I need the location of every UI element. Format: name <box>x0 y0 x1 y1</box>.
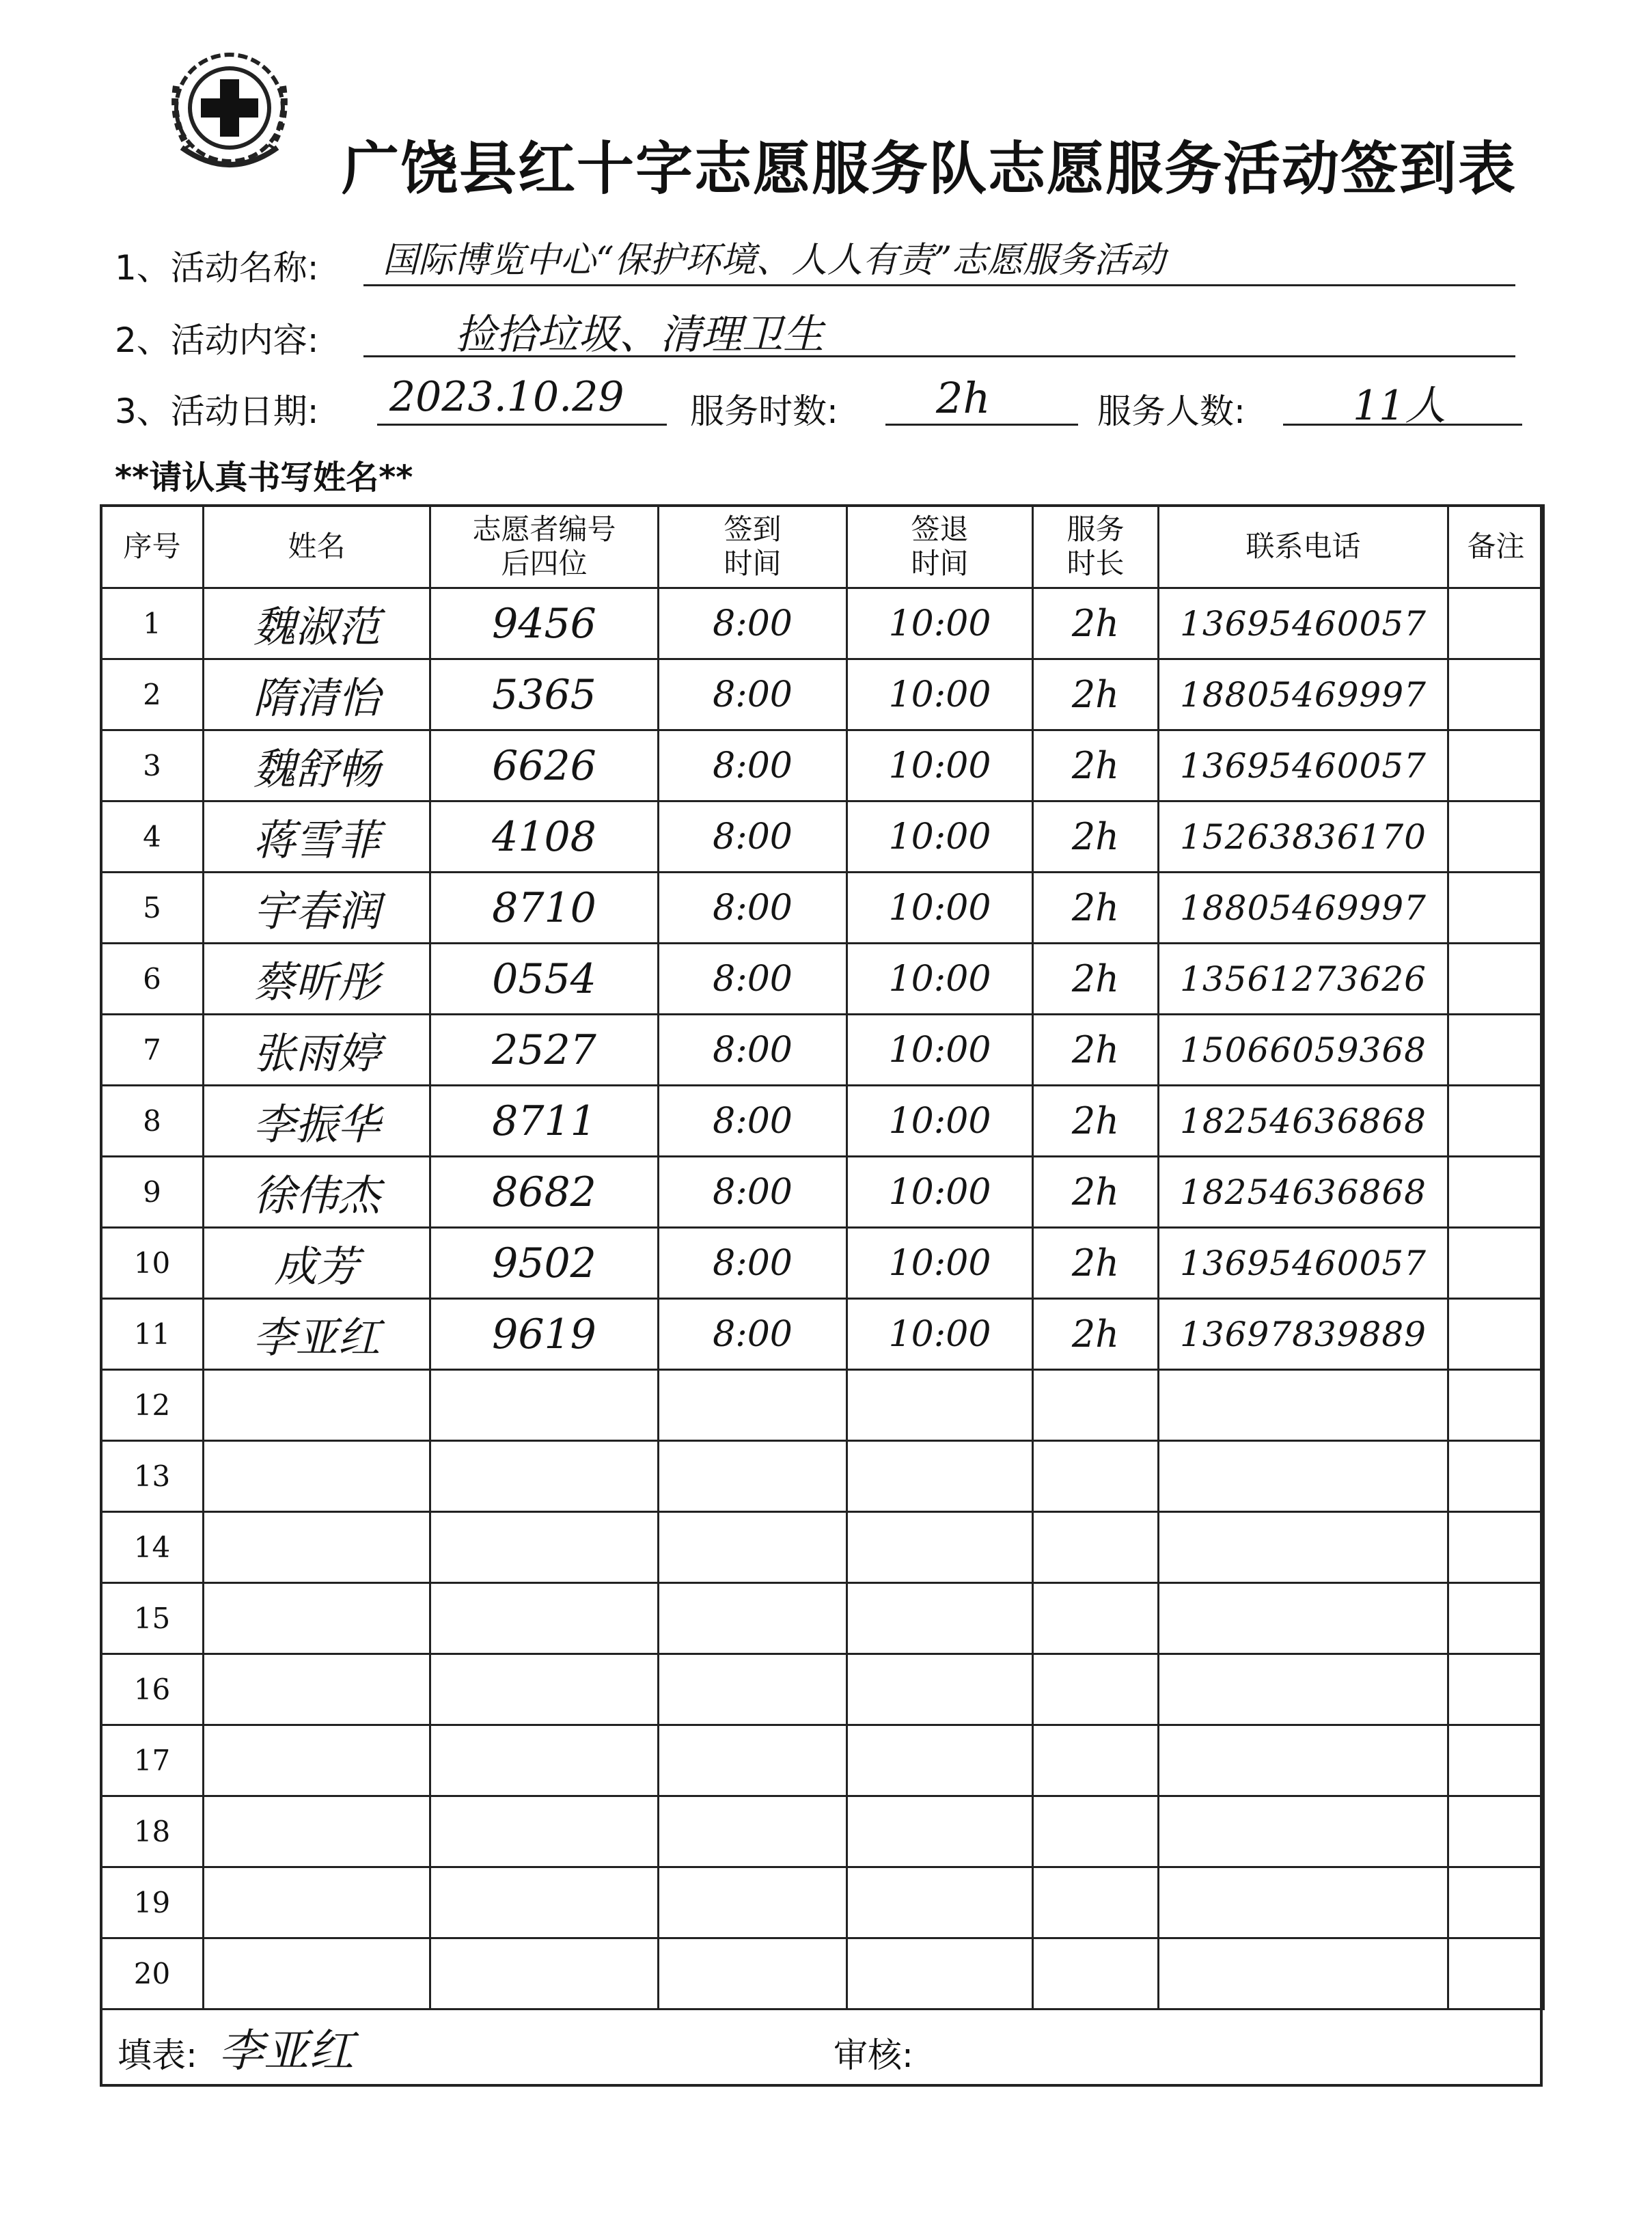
service-hours-value: 2h <box>936 373 991 423</box>
activity-date-label: 3、活动日期: <box>115 392 319 431</box>
row-volunteer-id: 8682 <box>430 1157 659 1228</box>
row-sign-in-time: 8:00 <box>659 1157 847 1228</box>
row-phone: 18805469997 <box>1159 659 1448 730</box>
row-serial: 17 <box>101 1725 204 1796</box>
row-sign-in-time: 8:00 <box>659 1299 847 1370</box>
row-service-duration: 2h <box>1033 873 1159 944</box>
row-serial: 8 <box>101 1086 204 1157</box>
row-phone: 13561273626 <box>1159 944 1448 1015</box>
row-volunteer-name: 李亚红 <box>204 1299 430 1370</box>
row-sign-out-time: 10:00 <box>847 1015 1033 1086</box>
row-phone: 18805469997 <box>1159 873 1448 944</box>
row-volunteer-id: 9456 <box>430 588 659 659</box>
row-volunteer-id: 4108 <box>430 801 659 873</box>
row-sign-in-time: 8:00 <box>659 873 847 944</box>
activity-name-value: 国际博览中心“保护环境、人人有责”志愿服务活动 <box>383 240 1166 281</box>
row-sign-out-time: 10:00 <box>847 944 1033 1015</box>
row-volunteer-name: 张雨婷 <box>204 1015 430 1086</box>
row-phone: 13695460057 <box>1159 730 1448 801</box>
row-sign-out-time: 10:00 <box>847 730 1033 801</box>
row-serial: 10 <box>101 1228 204 1299</box>
activity-name-label: 1、活动名称: <box>115 248 319 288</box>
row-serial: 18 <box>101 1796 204 1867</box>
row-sign-out-time: 10:00 <box>847 873 1033 944</box>
service-people-label: 服务人数: <box>1097 392 1245 431</box>
row-sign-out-time: 10:00 <box>847 659 1033 730</box>
row-phone: 15066059368 <box>1159 1015 1448 1086</box>
row-sign-out-time: 10:00 <box>847 1157 1033 1228</box>
row-sign-out-time: 10:00 <box>847 1086 1033 1157</box>
row-sign-out-time: 10:00 <box>847 801 1033 873</box>
row-volunteer-name: 李振华 <box>204 1086 430 1157</box>
red-cross-emblem-icon <box>161 45 298 182</box>
row-serial: 7 <box>101 1015 204 1086</box>
row-serial: 3 <box>101 730 204 801</box>
activity-content-label: 2、活动内容: <box>115 320 319 360</box>
row-volunteer-name: 成芳 <box>204 1228 430 1299</box>
filler-signature: 李亚红 <box>219 2025 354 2077</box>
header-remark: 备注 <box>1448 506 1544 588</box>
row-sign-out-time: 10:00 <box>847 1228 1033 1299</box>
row-volunteer-id: 9502 <box>430 1228 659 1299</box>
row-serial: 1 <box>101 588 204 659</box>
row-serial: 14 <box>101 1512 204 1583</box>
row-volunteer-id: 9619 <box>430 1299 659 1370</box>
row-service-duration: 2h <box>1033 588 1159 659</box>
row-volunteer-id: 6626 <box>430 730 659 801</box>
service-hours-underline <box>885 424 1078 426</box>
row-serial: 11 <box>101 1299 204 1370</box>
row-service-duration: 2h <box>1033 1015 1159 1086</box>
instruction-note: **请认真书写姓名** <box>115 458 413 497</box>
row-sign-in-time: 8:00 <box>659 1228 847 1299</box>
header-serial: 序号 <box>101 506 204 588</box>
row-serial: 20 <box>101 1938 204 2010</box>
row-service-duration: 2h <box>1033 944 1159 1015</box>
row-volunteer-id: 8710 <box>430 873 659 944</box>
row-volunteer-id: 8711 <box>430 1086 659 1157</box>
header-sign-in-time: 签到 时间 <box>659 506 847 588</box>
row-service-duration: 2h <box>1033 730 1159 801</box>
row-serial: 12 <box>101 1370 204 1441</box>
activity-date-underline <box>377 424 667 426</box>
row-serial: 13 <box>101 1441 204 1512</box>
row-phone: 13697839889 <box>1159 1299 1448 1370</box>
activity-content-value: 捡拾垃圾、清理卫生 <box>455 311 824 359</box>
row-service-duration: 2h <box>1033 1157 1159 1228</box>
row-volunteer-id: 2527 <box>430 1015 659 1086</box>
row-volunteer-name: 蒋雪菲 <box>204 801 430 873</box>
row-serial: 16 <box>101 1654 204 1725</box>
row-sign-out-time: 10:00 <box>847 1299 1033 1370</box>
header-phone: 联系电话 <box>1159 506 1448 588</box>
reviewer-label: 审核: <box>834 2035 913 2075</box>
header-name: 姓名 <box>204 506 430 588</box>
row-service-duration: 2h <box>1033 1086 1159 1157</box>
row-volunteer-name: 徐伟杰 <box>204 1157 430 1228</box>
sheet-outer-border <box>100 504 1543 2087</box>
row-phone: 13695460057 <box>1159 588 1448 659</box>
row-sign-in-time: 8:00 <box>659 730 847 801</box>
activity-date-value: 2023.10.29 <box>389 373 624 421</box>
row-phone: 18254636868 <box>1159 1086 1448 1157</box>
row-service-duration: 2h <box>1033 1299 1159 1370</box>
activity-name-underline <box>363 284 1515 286</box>
row-service-duration: 2h <box>1033 659 1159 730</box>
row-volunteer-id: 0554 <box>430 944 659 1015</box>
row-serial: 2 <box>101 659 204 730</box>
row-serial: 5 <box>101 873 204 944</box>
header-volunteer-id: 志愿者编号 后四位 <box>430 506 659 588</box>
row-serial: 6 <box>101 944 204 1015</box>
row-sign-in-time: 8:00 <box>659 1086 847 1157</box>
document-title: 广饶县红十字志愿服务队志愿服务活动签到表 <box>342 135 1517 202</box>
service-people-value: 11人 <box>1353 382 1446 430</box>
row-serial: 19 <box>101 1867 204 1938</box>
row-volunteer-name: 宇春润 <box>204 873 430 944</box>
service-hours-label: 服务时数: <box>690 392 838 431</box>
row-sign-in-time: 8:00 <box>659 588 847 659</box>
row-volunteer-name: 蔡昕彤 <box>204 944 430 1015</box>
row-volunteer-name: 魏舒畅 <box>204 730 430 801</box>
header-service-duration: 服务 时长 <box>1033 506 1159 588</box>
row-phone: 18254636868 <box>1159 1157 1448 1228</box>
row-phone: 13695460057 <box>1159 1228 1448 1299</box>
row-serial: 4 <box>101 801 204 873</box>
row-service-duration: 2h <box>1033 801 1159 873</box>
row-volunteer-name: 魏淑范 <box>204 588 430 659</box>
row-sign-in-time: 8:00 <box>659 659 847 730</box>
row-sign-in-time: 8:00 <box>659 801 847 873</box>
row-serial: 9 <box>101 1157 204 1228</box>
row-sign-in-time: 8:00 <box>659 1015 847 1086</box>
row-sign-in-time: 8:00 <box>659 944 847 1015</box>
filler-label: 填表: <box>118 2035 197 2075</box>
row-volunteer-id: 5365 <box>430 659 659 730</box>
row-phone: 15263836170 <box>1159 801 1448 873</box>
row-serial: 15 <box>101 1583 204 1654</box>
row-volunteer-name: 隋清怡 <box>204 659 430 730</box>
row-service-duration: 2h <box>1033 1228 1159 1299</box>
header-sign-out-time: 签退 时间 <box>847 506 1033 588</box>
row-sign-out-time: 10:00 <box>847 588 1033 659</box>
